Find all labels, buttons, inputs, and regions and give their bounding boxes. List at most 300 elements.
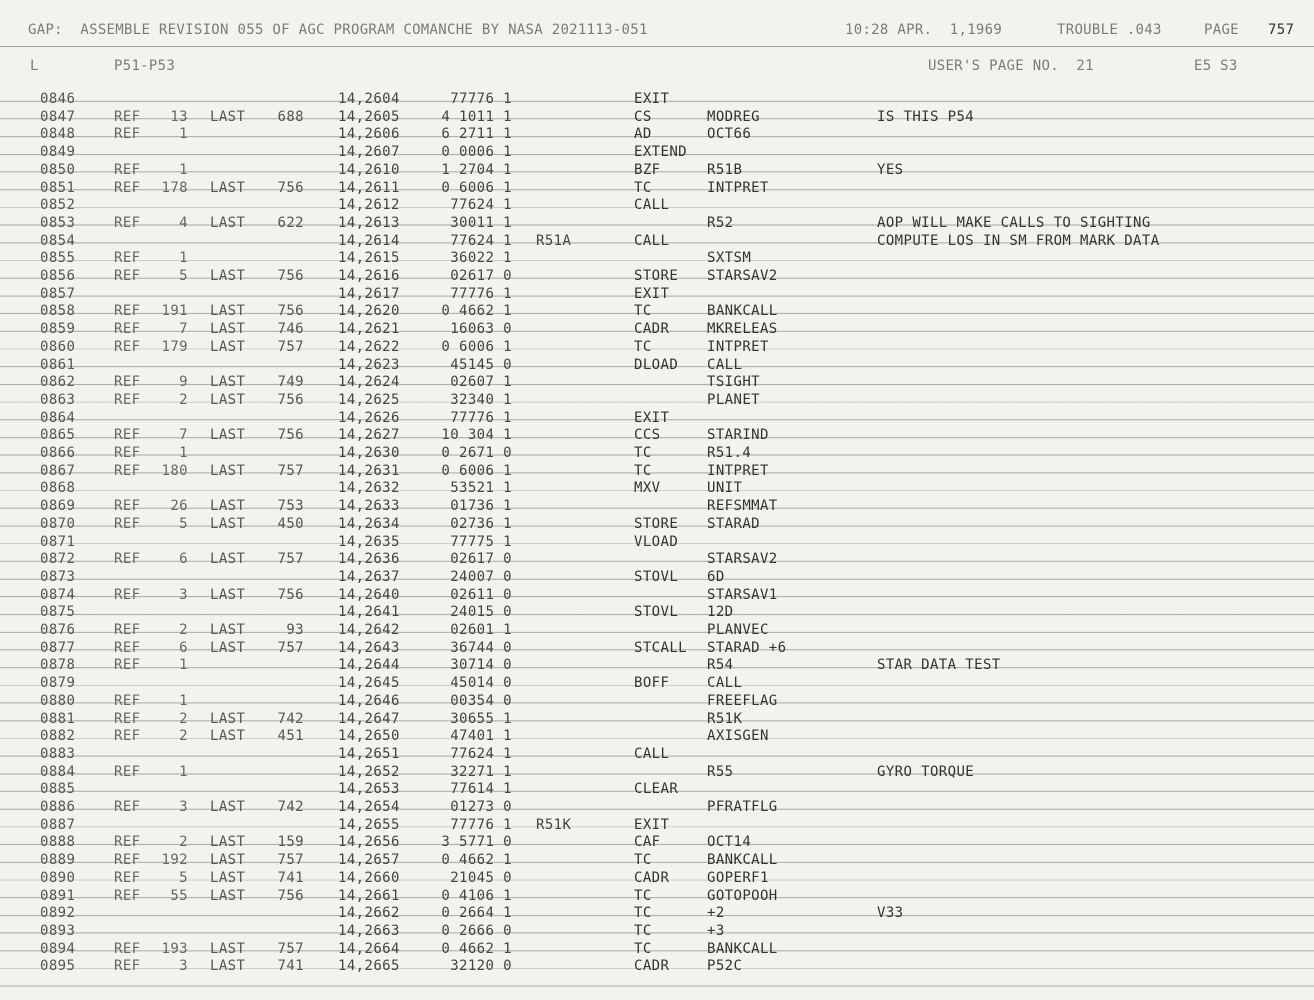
section-name: P51-P53 [114,58,176,74]
listing-time: 10:28 APR. 1,1969 [845,22,1003,38]
last-label: LAST [210,586,246,603]
ref-label: REF [114,799,141,815]
opcode: STORE [634,268,679,284]
line-number: 0854 [40,232,76,249]
listing-row [0,675,1314,693]
line-number: 0848 [40,126,76,143]
object-code: 77624 1 [450,197,512,214]
ref-label: REF [114,657,141,674]
line-number: 0882 [40,728,76,745]
object-code: 47401 1 [450,728,512,745]
address: 14,2607 [338,144,400,161]
address: 14,2605 [338,108,400,125]
listing-row [0,144,1314,162]
ref-count: 2 [179,710,188,727]
object-code: 0 4662 1 [441,940,512,957]
ref-count: 9 [179,374,188,391]
opcode: DLOAD [634,356,679,373]
opcode: TC [634,462,652,479]
last-label: LAST [210,321,246,338]
line-number: 0857 [40,285,76,302]
line-number: 0870 [40,515,76,532]
ref-count: 5 [179,268,188,284]
ref-count: 192 [161,852,188,869]
address: 14,2617 [338,285,400,302]
ref-label: REF [114,427,141,444]
ref-count: 6 [179,551,188,568]
address: 14,2637 [338,568,400,585]
address: 14,2642 [338,622,400,638]
address: 14,2625 [338,391,400,408]
listing-row [0,392,1314,410]
line-number: 0886 [40,799,76,815]
operand: 6D [707,568,725,585]
address: 14,2633 [338,498,400,515]
object-code: 77624 1 [450,745,512,762]
object-code: 77776 1 [450,409,512,426]
line-number: 0891 [40,887,76,904]
object-code: 0 4662 1 [441,303,512,320]
listing-row [0,534,1314,552]
listing-row [0,852,1314,870]
operand: R55 [707,763,734,780]
ref-count: 2 [179,728,188,745]
ref-count: 1 [179,250,188,267]
address: 14,2604 [338,91,400,107]
address: 14,2606 [338,126,400,143]
opcode: AD [634,126,652,143]
address: 14,2644 [338,657,400,674]
listing-title: GAP: ASSEMBLE REVISION 055 OF AGC PROGRAM COMANCHE BY NASA 2021113-051 [28,22,648,38]
line-number: 0893 [40,922,76,939]
object-code: 0 4662 1 [441,852,512,869]
listing-row [0,905,1314,923]
ref-count: 4 [179,214,188,231]
line-number: 0895 [40,958,76,975]
address: 14,2657 [338,852,400,869]
ref-count: 1 [179,692,188,709]
ref-count: 2 [179,834,188,851]
operand: FREEFLAG [707,692,778,709]
address: 14,2624 [338,374,400,391]
listing-row [0,109,1314,127]
last-page: 741 [277,958,304,975]
object-code: 32340 1 [450,391,512,408]
ref-count: 1 [179,161,188,178]
comment: V33 [877,905,904,922]
opcode: CALL [634,232,670,249]
last-page: 756 [277,586,304,603]
line-number: 0851 [40,179,76,196]
opcode: CADR [634,321,670,338]
object-code: 0 0006 1 [441,144,512,161]
address: 14,2626 [338,409,400,426]
opcode: TC [634,905,652,922]
last-page: 756 [277,391,304,408]
line-number: 0885 [40,781,76,798]
ref-count: 2 [179,391,188,408]
object-code: 6 2711 1 [441,126,512,143]
line-number: 0894 [40,940,76,957]
line-number: 0865 [40,427,76,444]
operand: BANKCALL [707,852,778,869]
address: 14,2663 [338,922,400,939]
operand: +2 [707,905,725,922]
column-marker: L [30,58,39,74]
address: 14,2621 [338,321,400,338]
ref-count: 179 [161,338,188,355]
object-code: 77776 1 [450,816,512,833]
address: 14,2631 [338,462,400,479]
listing-row [0,498,1314,516]
operand: CALL [707,675,743,692]
object-code: 0 2671 0 [441,445,512,461]
ref-label: REF [114,869,141,886]
last-label: LAST [210,338,246,355]
address: 14,2636 [338,551,400,568]
opcode: TC [634,338,652,355]
symbol-label: R51A [536,232,572,249]
operand: R51K [707,710,743,727]
page-number: 757 [1268,22,1295,38]
ref-label: REF [114,692,141,709]
address: 14,2662 [338,905,400,922]
line-number: 0880 [40,692,76,709]
listing-row [0,91,1314,109]
operand: OCT66 [707,126,752,143]
ref-count: 2 [179,622,188,638]
listing-row [0,357,1314,375]
address: 14,2653 [338,781,400,798]
last-page: 757 [277,338,304,355]
operand: 12D [707,604,734,621]
operand: STARSAV2 [707,551,778,568]
ref-count: 5 [179,515,188,532]
comment: IS THIS P54 [877,108,975,125]
ref-label: REF [114,763,141,780]
last-page: 756 [277,427,304,444]
last-label: LAST [210,869,246,886]
ref-count: 180 [161,462,188,479]
line-number: 0859 [40,321,76,338]
ref-count: 7 [179,427,188,444]
object-code: 30011 1 [450,214,512,231]
object-code: 00354 0 [450,692,512,709]
listing-row [0,781,1314,799]
listing-row [0,197,1314,215]
line-number: 0850 [40,161,76,178]
ref-label: REF [114,374,141,391]
operand: STARAD +6 [707,639,787,656]
opcode: BZF [634,161,661,178]
operand: SXTSM [707,250,752,267]
object-code: 45014 0 [450,675,512,692]
last-page: 451 [277,728,304,745]
listing-row [0,126,1314,144]
operand: STARAD [707,515,760,532]
last-label: LAST [210,179,246,196]
line-number: 0867 [40,462,76,479]
line-number: 0849 [40,144,76,161]
last-label: LAST [210,887,246,904]
operand: PFRATFLG [707,799,778,815]
last-label: LAST [210,958,246,975]
last-page: 756 [277,303,304,320]
listing-row [0,162,1314,180]
last-label: LAST [210,498,246,515]
line-number: 0879 [40,675,76,692]
operand: MODREG [707,108,760,125]
line-number: 0876 [40,622,76,638]
object-code: 02607 1 [450,374,512,391]
ref-label: REF [114,958,141,975]
opcode: CAF [634,834,661,851]
opcode: CADR [634,869,670,886]
operand: PLANVEC [707,622,769,638]
operand: PLANET [707,391,760,408]
ref-label: REF [114,321,141,338]
operand: OCT14 [707,834,752,851]
operand: REFSMMAT [707,498,778,515]
line-number: 0861 [40,356,76,373]
opcode: BOFF [634,675,670,692]
operand: UNIT [707,480,743,497]
line-number: 0846 [40,91,76,107]
ref-label: REF [114,445,141,461]
last-page: 757 [277,940,304,957]
last-label: LAST [210,799,246,815]
listing-row [0,888,1314,906]
opcode: VLOAD [634,533,679,550]
operand: INTPRET [707,338,769,355]
operand: STARIND [707,427,769,444]
object-code: 30714 0 [450,657,512,674]
object-code: 36022 1 [450,250,512,267]
ref-label: REF [114,639,141,656]
listing-row [0,746,1314,764]
listing-row [0,516,1314,534]
ref-count: 191 [161,303,188,320]
object-code: 01736 1 [450,498,512,515]
operand: BANKCALL [707,940,778,957]
ref-label: REF [114,586,141,603]
ref-label: REF [114,179,141,196]
operand: R51.4 [707,445,752,461]
last-page: 688 [277,108,304,125]
address: 14,2647 [338,710,400,727]
ref-count: 3 [179,586,188,603]
line-number: 0884 [40,763,76,780]
opcode: STORE [634,515,679,532]
object-code: 32271 1 [450,763,512,780]
last-page: 742 [277,799,304,815]
object-code: 21045 0 [450,869,512,886]
symbol-label: R51K [536,816,572,833]
address: 14,2646 [338,692,400,709]
line-number: 0852 [40,197,76,214]
operand: P52C [707,958,743,975]
line-number: 0881 [40,710,76,727]
ref-label: REF [114,303,141,320]
line-number: 0883 [40,745,76,762]
last-page: 741 [277,869,304,886]
operand: INTPRET [707,462,769,479]
listing-row [0,233,1314,251]
opcode: CS [634,108,652,125]
last-page: 742 [277,710,304,727]
ref-count: 1 [179,763,188,780]
last-page: 746 [277,321,304,338]
last-page: 749 [277,374,304,391]
address: 14,2661 [338,887,400,904]
last-label: LAST [210,639,246,656]
line-number: 0856 [40,268,76,284]
listing-row [0,410,1314,428]
address: 14,2634 [338,515,400,532]
last-page: 757 [277,551,304,568]
opcode: TC [634,303,652,320]
object-code: 0 6006 1 [441,338,512,355]
address: 14,2643 [338,639,400,656]
operand: STARSAV1 [707,586,778,603]
ref-label: REF [114,338,141,355]
listing-row [0,799,1314,817]
line-number: 0875 [40,604,76,621]
ref-label: REF [114,214,141,231]
listing-row [0,870,1314,888]
ref-label: REF [114,852,141,869]
last-label: LAST [210,427,246,444]
listing-row [0,445,1314,463]
object-code: 77624 1 [450,232,512,249]
line-number: 0889 [40,852,76,869]
operand: CALL [707,356,743,373]
line-number: 0874 [40,586,76,603]
object-code: 1 2704 1 [441,161,512,178]
opcode: CALL [634,197,670,214]
address: 14,2650 [338,728,400,745]
address: 14,2635 [338,533,400,550]
page-label: PAGE [1204,22,1239,38]
listing-row [0,711,1314,729]
line-number: 0868 [40,480,76,497]
line-number: 0878 [40,657,76,674]
last-label: LAST [210,268,246,284]
address: 14,2627 [338,427,400,444]
line-number: 0873 [40,568,76,585]
ref-label: REF [114,498,141,515]
listing-row [0,374,1314,392]
last-label: LAST [210,852,246,869]
opcode: TC [634,940,652,957]
listing-row [0,569,1314,587]
address: 14,2664 [338,940,400,957]
line-number: 0864 [40,409,76,426]
opcode: EXIT [634,91,670,107]
listing-row [0,339,1314,357]
ref-count: 7 [179,321,188,338]
ref-count: 6 [179,639,188,656]
operand: STARSAV2 [707,268,778,284]
comment: GYRO TORQUE [877,763,975,780]
opcode: CADR [634,958,670,975]
line-number: 0869 [40,498,76,515]
last-label: LAST [210,391,246,408]
ref-count: 193 [161,940,188,957]
listing-row [0,640,1314,658]
object-code: 53521 1 [450,480,512,497]
operand: INTPRET [707,179,769,196]
comment: AOP WILL MAKE CALLS TO SIGHTING [877,214,1151,231]
ref-label: REF [114,887,141,904]
object-code: 32120 0 [450,958,512,975]
operand: GOTOPOOH [707,887,778,904]
object-code: 0 6006 1 [441,179,512,196]
listing-row [0,764,1314,782]
last-page: 622 [277,214,304,231]
ref-label: REF [114,126,141,143]
ref-count: 26 [170,498,188,515]
listing-row [0,551,1314,569]
ref-label: REF [114,268,141,284]
last-label: LAST [210,622,246,638]
ref-count: 3 [179,958,188,975]
listing-row [0,268,1314,286]
listing-row [0,321,1314,339]
listing-row [0,693,1314,711]
address: 14,2612 [338,197,400,214]
address: 14,2652 [338,763,400,780]
ref-label: REF [114,108,141,125]
object-code: 77614 1 [450,781,512,798]
object-code: 3 5771 0 [441,834,512,851]
line-number: 0888 [40,834,76,851]
trouble-label: TROUBLE .043 [1057,22,1162,38]
address: 14,2620 [338,303,400,320]
last-label: LAST [210,303,246,320]
operand: MKRELEAS [707,321,778,338]
object-code: 02617 0 [450,268,512,284]
address: 14,2654 [338,799,400,815]
line-number: 0855 [40,250,76,267]
ref-label: REF [114,551,141,568]
listing-row [0,463,1314,481]
object-code: 30655 1 [450,710,512,727]
ref-label: REF [114,462,141,479]
ref-count: 1 [179,126,188,143]
opcode: EXIT [634,285,670,302]
opcode: TC [634,852,652,869]
header-rule [0,46,1314,47]
last-label: LAST [210,728,246,745]
object-code: 01273 0 [450,799,512,815]
listing-row [0,728,1314,746]
listing-row [0,657,1314,675]
ref-label: REF [114,940,141,957]
ref-count: 3 [179,799,188,815]
opcode: STOVL [634,568,679,585]
last-label: LAST [210,710,246,727]
ref-count: 5 [179,869,188,886]
object-code: 77776 1 [450,91,512,107]
ref-label: REF [114,250,141,267]
last-page: 159 [277,834,304,851]
listing-row [0,303,1314,321]
operand: R52 [707,214,734,231]
address: 14,2665 [338,958,400,975]
address: 14,2640 [338,586,400,603]
ref-label: REF [114,515,141,532]
